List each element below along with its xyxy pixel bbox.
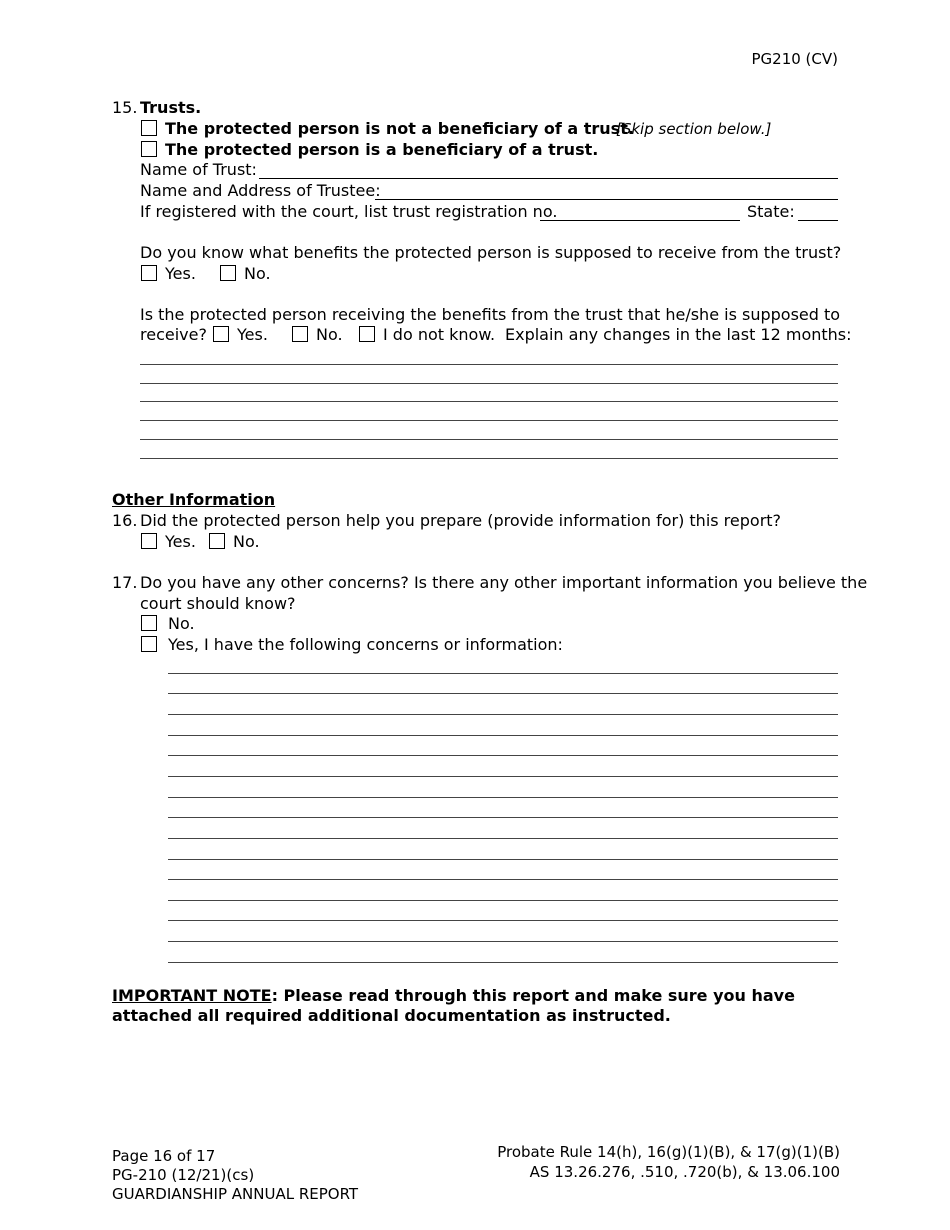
is-beneficiary-label: The protected person is a beneficiary of a trust. <box>165 140 599 159</box>
trustee-field[interactable] <box>375 199 838 200</box>
concern-line[interactable] <box>168 859 838 860</box>
explain-line[interactable] <box>140 439 838 440</box>
receiving-yes-label: Yes. <box>237 325 268 344</box>
concern-line[interactable] <box>168 693 838 694</box>
concern-line[interactable] <box>168 900 838 901</box>
explain-line[interactable] <box>140 458 838 459</box>
footer-statute-reference: AS 13.26.276, .510, .720(b), & 13.06.100 <box>529 1163 840 1181</box>
form-code: PG210 (CV) <box>751 50 838 68</box>
concern-line[interactable] <box>168 920 838 921</box>
concern-line[interactable] <box>168 735 838 736</box>
q17-no-label: No. <box>168 614 195 633</box>
benefits-know-yes-checkbox[interactable] <box>141 265 157 281</box>
q16-yes-label: Yes. <box>165 532 196 551</box>
explain-line[interactable] <box>140 364 838 365</box>
state-field[interactable] <box>798 220 838 221</box>
q16-question: Did the protected person help you prepare (provide information for) this report? <box>140 511 782 530</box>
footer-form-revision: PG-210 (12/21)(cs) <box>112 1166 255 1184</box>
other-info-heading: Other Information <box>112 490 276 509</box>
benefits-know-question: Do you know what benefits the protected person is supposed to receive from the trust? <box>140 243 842 262</box>
explain-line[interactable] <box>140 420 838 421</box>
q15-title: Trusts. <box>140 98 202 117</box>
q15-number: 15. <box>112 98 138 117</box>
receiving-dont-know-checkbox[interactable] <box>359 326 375 342</box>
name-of-trust-label: Name of Trust: <box>140 160 257 179</box>
benefits-know-no-label: No. <box>244 264 271 283</box>
receiving-yes-checkbox[interactable] <box>213 326 229 342</box>
not-beneficiary-checkbox[interactable] <box>141 120 157 136</box>
q17-no-checkbox[interactable] <box>141 615 157 631</box>
q16-no-checkbox[interactable] <box>209 533 225 549</box>
concern-line[interactable] <box>168 776 838 777</box>
state-label: State: <box>747 202 795 221</box>
trustee-label: Name and Address of Trustee: <box>140 181 381 200</box>
receiving-no-checkbox[interactable] <box>292 326 308 342</box>
concern-line[interactable] <box>168 755 838 756</box>
receiving-no-label: No. <box>316 325 343 344</box>
concern-line[interactable] <box>168 714 838 715</box>
important-note-label: IMPORTANT NOTE <box>112 986 272 1005</box>
concern-line[interactable] <box>168 673 838 674</box>
q17-question-line1: Do you have any other concerns? Is there any other important information you believe the <box>140 573 868 592</box>
receiving-question: Is the protected person receiving the benefits from the trust that he/she is supposed to <box>140 305 841 324</box>
explain-line[interactable] <box>140 401 838 402</box>
receiving-dont-know-label: I do not know. <box>383 325 496 344</box>
q17-yes-label: Yes, I have the following concerns or information: <box>168 635 563 654</box>
q17-number: 17. <box>112 573 138 592</box>
skip-note: [Skip section below.] <box>616 120 772 138</box>
important-note-line1 <box>112 986 795 1006</box>
benefits-know-yes-label: Yes. <box>165 264 196 283</box>
concern-line[interactable] <box>168 817 838 818</box>
q16-yes-checkbox[interactable] <box>141 533 157 549</box>
receiving-prefix: receive? <box>140 325 207 344</box>
registration-label: If registered with the court, list trust registration no. <box>140 202 558 221</box>
concern-line[interactable] <box>168 941 838 942</box>
q17-question-line2: court should know? <box>140 594 296 613</box>
concern-line[interactable] <box>168 879 838 880</box>
concern-line[interactable] <box>168 797 838 798</box>
concern-line[interactable] <box>168 962 838 963</box>
explain-changes-label: Explain any changes in the last 12 months: <box>505 325 852 344</box>
important-note-line2: attached all required additional documentation as instructed. <box>112 1006 671 1025</box>
q16-no-label: No. <box>233 532 260 551</box>
registration-field[interactable] <box>540 220 740 221</box>
benefits-know-no-checkbox[interactable] <box>220 265 236 281</box>
explain-line[interactable] <box>140 383 838 384</box>
is-beneficiary-checkbox[interactable] <box>141 141 157 157</box>
name-of-trust-field[interactable] <box>259 178 838 179</box>
footer-form-title: GUARDIANSHIP ANNUAL REPORT <box>112 1185 359 1203</box>
q17-yes-checkbox[interactable] <box>141 636 157 652</box>
q16-number: 16. <box>112 511 138 530</box>
not-beneficiary-label: The protected person is not a beneficiary of a trust. <box>165 119 634 138</box>
footer-rule-reference: Probate Rule 14(h), 16(g)(1)(B), & 17(g)(1)(B) <box>497 1143 840 1161</box>
important-note-text-1: : Please read through this report and make sure you have <box>271 986 795 1005</box>
footer-page: Page 16 of 17 <box>112 1147 216 1165</box>
concern-line[interactable] <box>168 838 838 839</box>
